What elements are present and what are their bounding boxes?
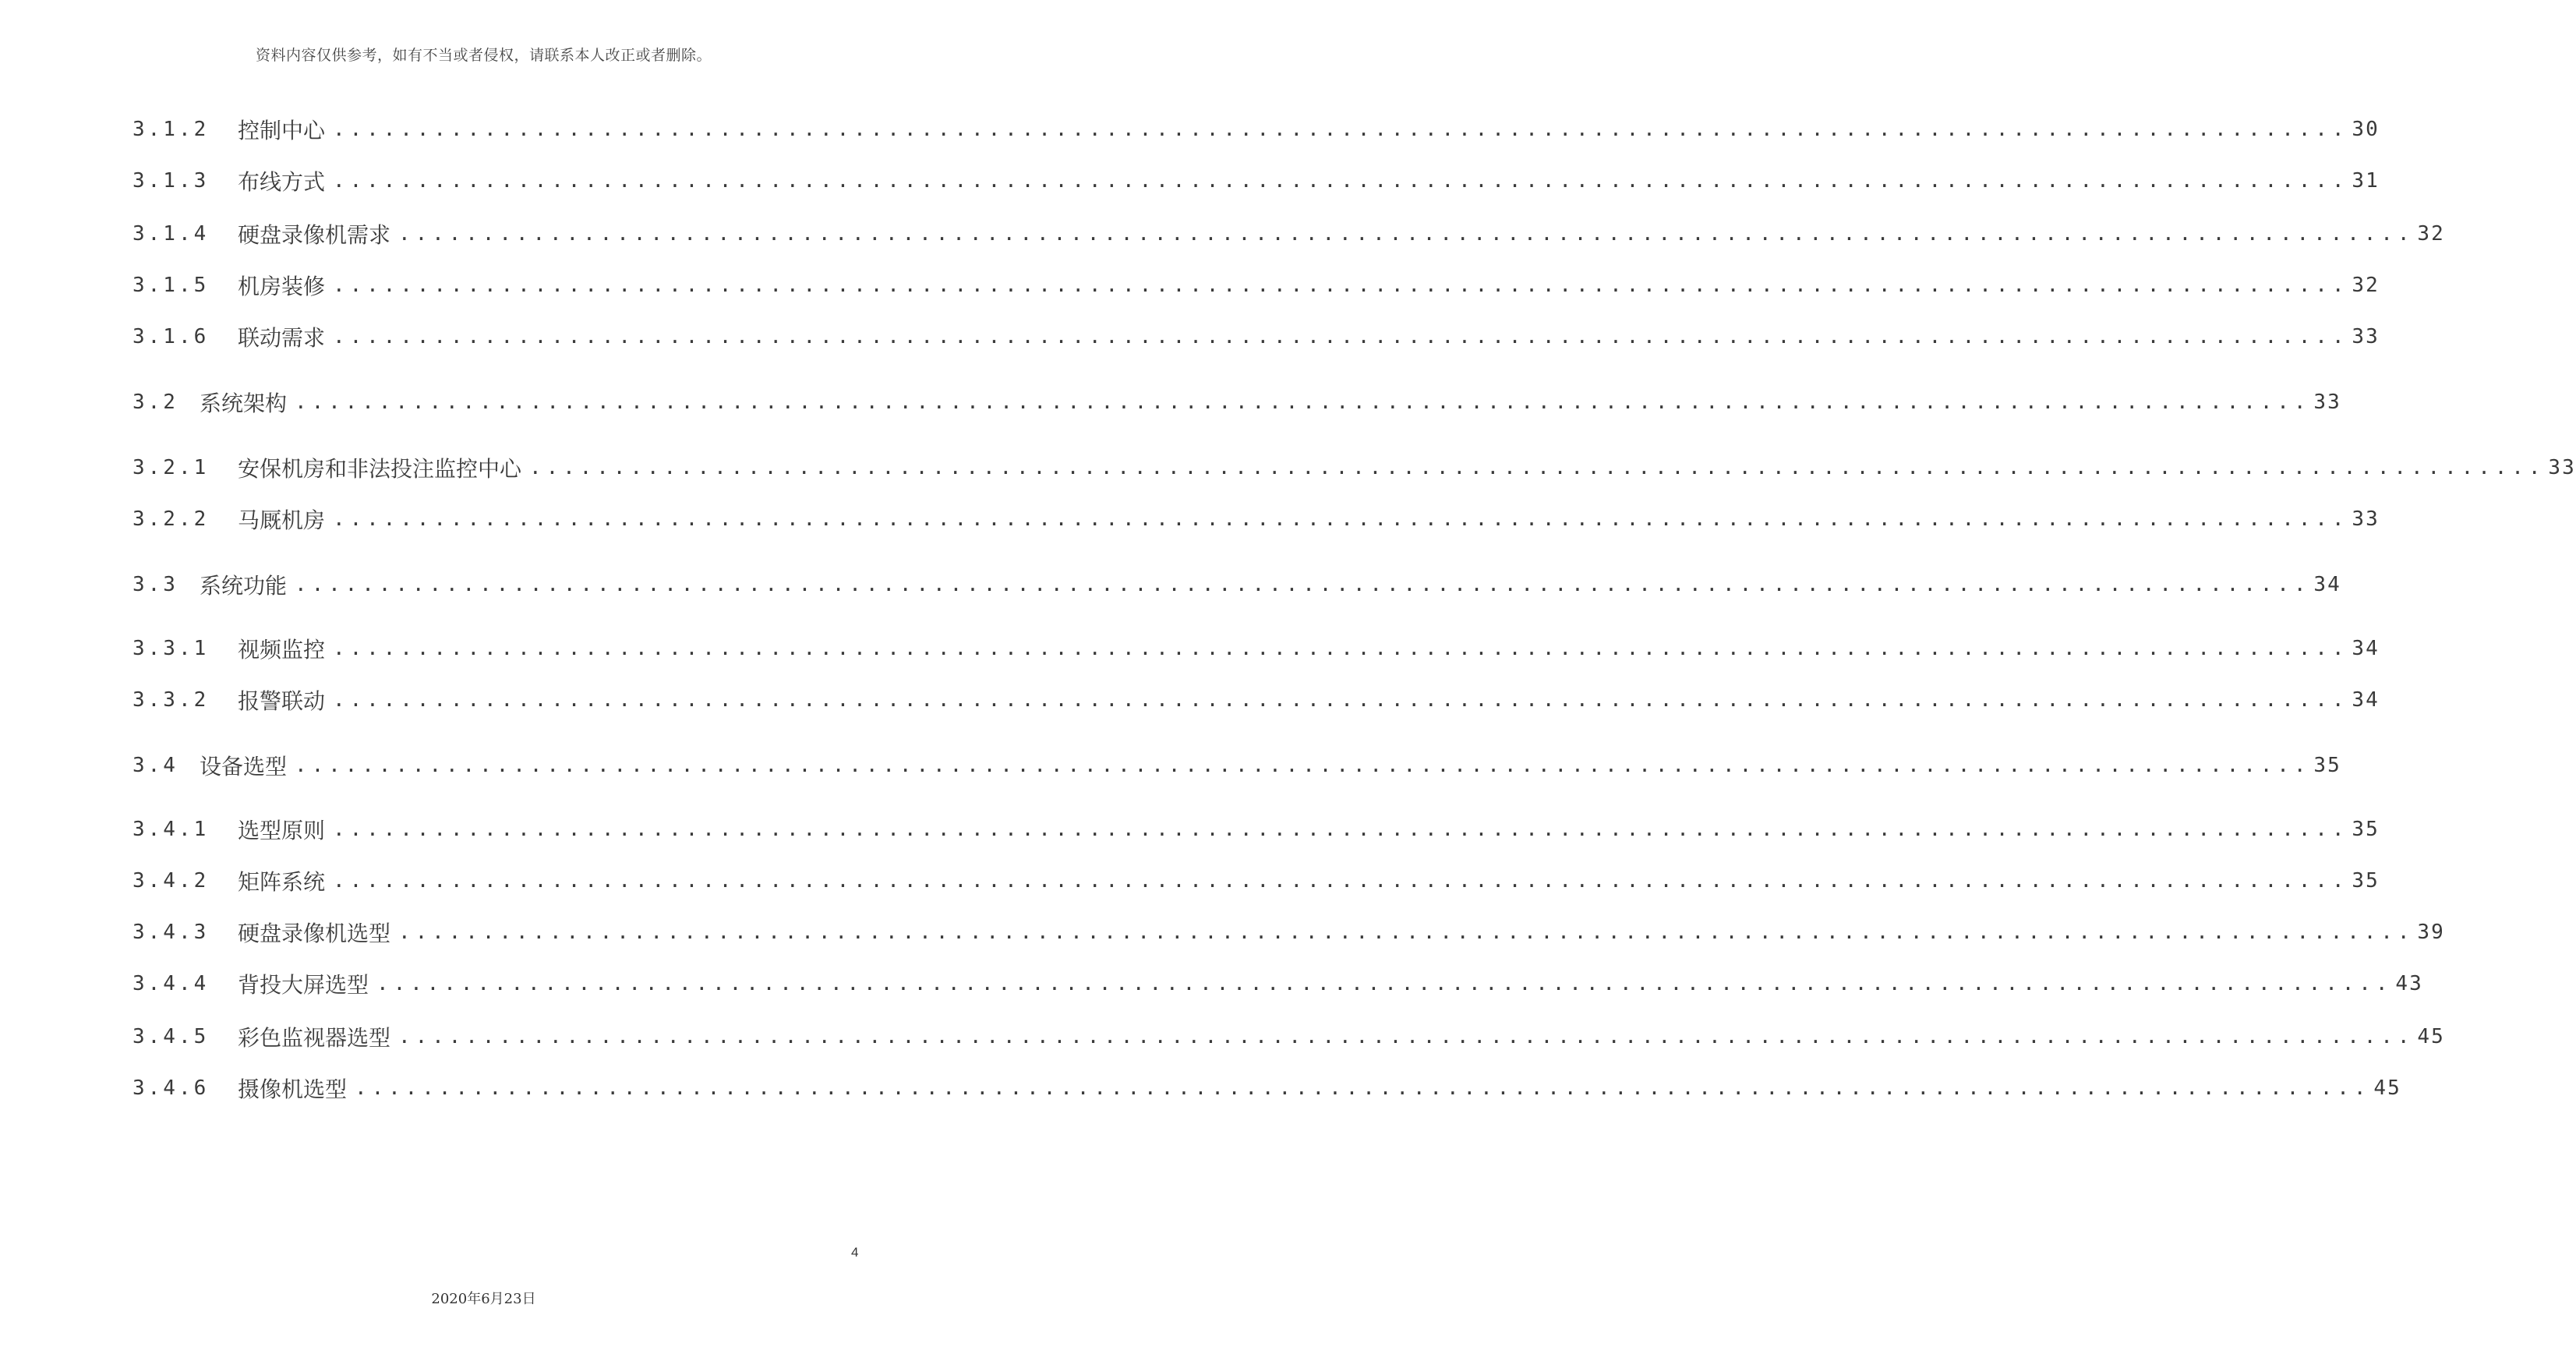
toc-entry[interactable] [133, 1071, 2401, 1105]
toc-dot-leader: ........................................................................................................................ [529, 456, 2546, 479]
toc-dot-leader: ........................................................................................................................ [398, 921, 2415, 944]
toc-entry-number: 3.1.5 [133, 274, 210, 297]
toc-entry-page: 34 [2352, 688, 2380, 712]
toc-entry[interactable] [133, 217, 2445, 251]
toc-entry-page: 34 [2352, 637, 2380, 660]
toc-entry-number: 3.4 [133, 754, 178, 777]
toc-entry-title: 报警联动 [238, 688, 326, 714]
toc-entry-title: 摄像机选型 [238, 1076, 348, 1102]
toc-entry-page: 30 [2352, 118, 2380, 141]
toc-entry-number: 3.3 [133, 573, 178, 596]
toc-dot-leader: ........................................................................................................................ [333, 637, 2349, 660]
toc-dot-leader: ........................................................................................................................ [295, 754, 2311, 777]
toc-entry-title: 布线方式 [238, 169, 326, 195]
toc-entry-number: 3.4.4 [133, 972, 210, 995]
page-number: 4 [851, 1245, 859, 1260]
toc-entry-number: 3.4.3 [133, 921, 210, 944]
toc-entry-title: 联动需求 [238, 325, 326, 351]
toc-entry-title: 选型原则 [238, 818, 326, 843]
toc-entry[interactable] [133, 451, 2576, 485]
toc-entry-page: 34 [2313, 573, 2341, 596]
footer-date: 2020年6月23日 [431, 1291, 536, 1307]
toc-dot-leader: ........................................................................................................................ [333, 325, 2349, 348]
toc-dot-leader: ........................................................................................................................ [333, 118, 2349, 141]
toc-entry-number: 3.1.6 [133, 325, 210, 348]
toc-entry[interactable] [133, 164, 2380, 198]
toc-entry[interactable] [133, 268, 2380, 302]
toc-dot-leader: ........................................................................................................................ [333, 169, 2349, 193]
toc-entry-page: 35 [2352, 869, 2380, 893]
toc-entry-page: 43 [2395, 972, 2423, 995]
toc-entry-page: 39 [2417, 921, 2445, 944]
toc-entry[interactable] [133, 864, 2380, 898]
toc-entry-page: 31 [2352, 169, 2380, 193]
toc-dot-leader: ........................................................................................................................ [295, 391, 2311, 414]
toc-entry-title: 视频监控 [238, 637, 326, 663]
toc-entry-number: 3.4.1 [133, 818, 210, 841]
toc-entry-number: 3.1.2 [133, 118, 210, 141]
toc-entry[interactable] [133, 748, 2341, 783]
toc-entry[interactable] [133, 385, 2341, 419]
toc-entry[interactable] [133, 631, 2380, 666]
toc-entry-number: 3.4.5 [133, 1025, 210, 1048]
toc-entry-number: 3.1.4 [133, 222, 210, 246]
toc-entry-title: 控制中心 [238, 118, 326, 143]
toc-entry-number: 3.2 [133, 391, 178, 414]
toc-entry-title: 系统功能 [200, 573, 288, 599]
toc-entry-title: 背投大屏选型 [238, 972, 369, 998]
toc-entry-title: 安保机房和非法投注监控中心 [238, 456, 522, 482]
toc-dot-leader: ........................................................................................................................ [376, 972, 2393, 995]
toc-entry[interactable] [133, 915, 2445, 949]
toc-entry-title: 硬盘录像机选型 [238, 921, 391, 946]
toc-dot-leader: ........................................................................................................................ [333, 818, 2349, 841]
toc-dot-leader: ........................................................................................................................ [398, 1025, 2415, 1048]
toc-entry-page: 33 [2548, 456, 2576, 479]
toc-dot-leader: ........................................................................................................................ [333, 869, 2349, 893]
toc-entry-page: 33 [2352, 507, 2380, 531]
toc-entry-page: 33 [2352, 325, 2380, 348]
toc-entry-page: 35 [2352, 818, 2380, 841]
toc-dot-leader: ........................................................................................................................ [398, 222, 2415, 246]
toc-entry-number: 3.2.1 [133, 456, 210, 479]
toc-entry-page: 32 [2417, 222, 2445, 246]
toc-dot-leader: ........................................................................................................................ [333, 688, 2349, 712]
toc-dot-leader: ........................................................................................................................ [333, 274, 2349, 297]
toc-entry-title: 马厩机房 [238, 507, 326, 533]
toc-entry[interactable] [133, 112, 2380, 147]
toc-entry[interactable] [133, 502, 2380, 536]
toc-dot-leader: ........................................................................................................................ [355, 1076, 2371, 1100]
toc-entry-title: 系统架构 [200, 391, 288, 416]
toc-entry[interactable] [133, 683, 2380, 717]
toc-entry[interactable] [133, 320, 2380, 354]
toc-entry[interactable] [133, 1020, 2445, 1054]
toc-entry-page: 32 [2352, 274, 2380, 297]
toc-entry-page: 35 [2313, 754, 2341, 777]
toc-dot-leader: ........................................................................................................................ [333, 507, 2349, 531]
toc-entry[interactable] [133, 967, 2423, 1001]
header-disclaimer: 资料内容仅供参考，如有不当或者侵权，请联系本人改正或者删除。 [255, 47, 712, 64]
toc-entry-title: 硬盘录像机需求 [238, 222, 391, 248]
toc-dot-leader: ........................................................................................................................ [295, 573, 2311, 596]
toc-entry-number: 3.2.2 [133, 507, 210, 531]
toc-entry-title: 设备选型 [200, 754, 288, 779]
toc-entry-title: 矩阵系统 [238, 869, 326, 895]
toc-entry-page: 45 [2373, 1076, 2401, 1100]
toc-entry-number: 3.3.2 [133, 688, 210, 712]
toc-entry-page: 45 [2417, 1025, 2445, 1048]
toc-entry[interactable] [133, 567, 2341, 602]
toc-entry-title: 机房装修 [238, 274, 326, 299]
toc-entry-title: 彩色监视器选型 [238, 1025, 391, 1051]
toc-entry[interactable] [133, 812, 2380, 847]
toc-entry-number: 3.1.3 [133, 169, 210, 193]
toc-entry-number: 3.4.2 [133, 869, 210, 893]
toc-entry-number: 3.4.6 [133, 1076, 210, 1100]
toc-entry-page: 33 [2313, 391, 2341, 414]
toc-entry-number: 3.3.1 [133, 637, 210, 660]
